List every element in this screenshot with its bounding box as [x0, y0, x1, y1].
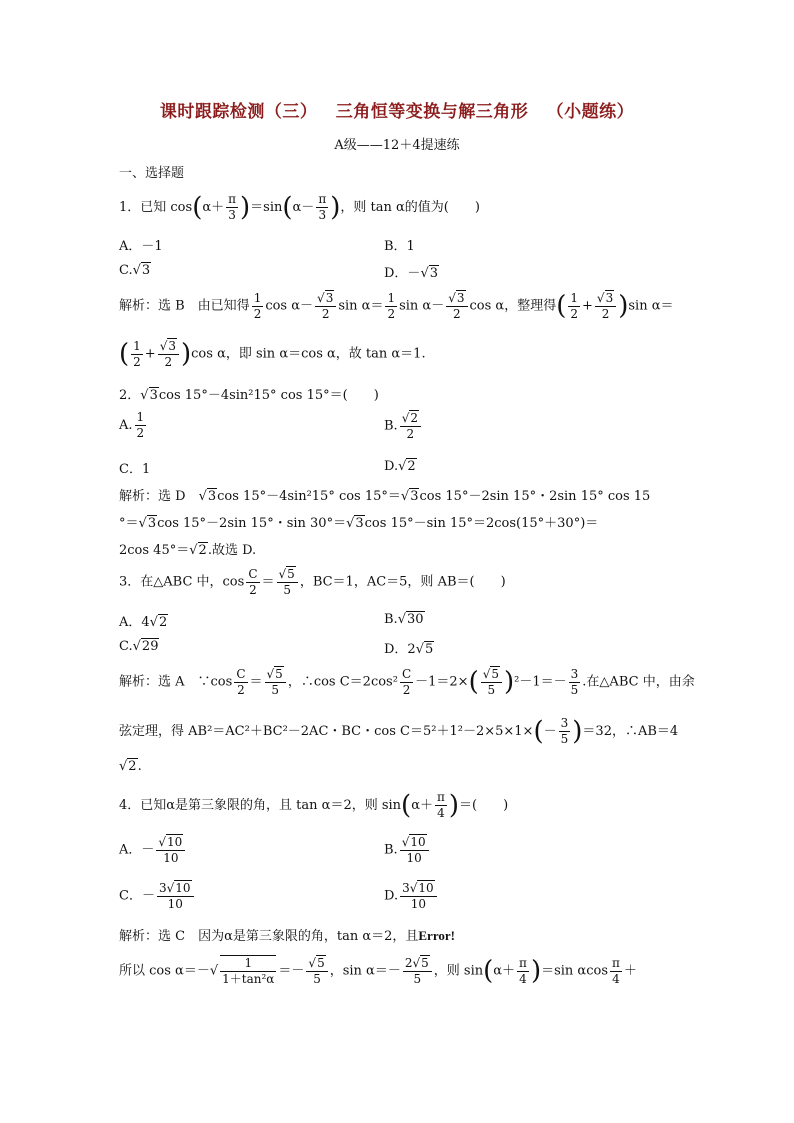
q3-option-b: B.√30 — [384, 612, 424, 627]
q4-option-d: D. $\frac{3√10}{10}$ — [384, 880, 439, 912]
page-subtitle: A级——12＋4提速练 — [334, 138, 460, 153]
q3-option-c: C.√29 — [119, 639, 159, 654]
q4-option-b: B. $\frac{√10}{10}$ — [384, 834, 431, 866]
title-part-2: 三角恒等变换与解三角形 — [335, 102, 529, 122]
q2-option-d: D.√2 — [384, 459, 416, 474]
q1-solution-line-2: ( $\frac{1}{2}$ + $\frac{√3}{2}$ )cos α，即 sin α＝cos α，故 tan α＝1. — [119, 338, 426, 369]
q3-option-a: A．4√2 — [119, 615, 168, 630]
q3-solution-line-2: 弦定理，得 AB²＝AC²＋BC²－2AC・BC・cos C＝5²＋1²－2×5×1×(－ $\frac{3}{5}$ )＝32，∴AB＝4 — [119, 716, 679, 747]
section-heading: 一、选择题 — [119, 166, 185, 181]
page-title — [0, 97, 794, 122]
q3-option-d: D．2√5 — [384, 642, 434, 657]
q2-option-b: B. $\frac{√2}{2}$ — [384, 410, 423, 442]
title-part-1: 课时跟踪检测（三） — [159, 102, 318, 122]
q4-option-c: C．－ $\frac{3√10}{10}$ — [119, 880, 196, 912]
q3-solution-line-3: √2. — [119, 759, 142, 774]
q1-option-b: B．1 — [384, 239, 415, 254]
question-1-stem: 1．已知 cos(α＋ $\frac{\pi}{3}$ )＝sin(α－ $\frac{\pi}{3}$ )，则 tan α的值为( ) — [119, 192, 480, 223]
q3-solution-line-1: 解析：选 A ∵cos $\frac{C}{2}$ ＝ $\frac{√5}{5}$ ，∴cos C＝2cos² $\frac{C}{2}$ －1＝2×( $\frac{√5}{5}$ )²－1＝－ $\frac{3}{5}$ .在△ABC 中，由余 — [119, 666, 695, 697]
q1-option-c: C.√3 — [119, 263, 151, 278]
question-2-stem: 2．√3cos 15°－4sin²15° cos 15°＝( ) — [119, 388, 379, 403]
q2-solution-line-3: 2cos 45°＝√2.故选 D. — [119, 543, 257, 558]
question-4-stem: 4．已知α是第三象限的角，且 tan α＝2，则 sin(α＋ $\frac{\pi}{4}$ )＝( ) — [119, 790, 509, 821]
question-3-stem: 3．在△ABC 中，cos $\frac{C}{2}$ ＝ $\frac{√5}{5}$ ，BC＝1，AC＝5，则 AB＝( ) — [119, 566, 506, 597]
q2-solution-line-1: 解析：选 D √3cos 15°－4sin²15° cos 15°＝√3cos 15°－2sin 15°・2sin 15° cos 15 — [119, 489, 651, 504]
q1-option-d: D．－√3 — [384, 266, 439, 281]
q4-option-a: A．－ $\frac{√10}{10}$ — [119, 834, 187, 866]
title-part-3: （小题练） — [546, 102, 635, 122]
q4-solution-line-2: 所以 cos α＝－√ $\frac{1}{\text{1＋tan²α}}$ ＝－ $\frac{√5}{5}$ ，sin α＝－ $\frac{2√5}{5}$ ，则 sin(α＋ $\frac{\pi}{4}$ )＝sin αcos $\frac{\pi}{4}$ ＋ — [119, 955, 637, 986]
error-text: Error! — [418, 928, 455, 943]
q2-option-c: C．1 — [119, 462, 151, 477]
q4-solution-line-1: 解析：选 C 因为α是第三象限的角，tan α＝2，且Error! — [119, 928, 455, 944]
q2-solution-line-2: °＝√3cos 15°－2sin 15°・sin 30°＝√3cos 15°－sin 15°＝2cos(15°＋30°)＝ — [119, 516, 599, 531]
q1-option-a: A．－1 — [119, 239, 163, 254]
q1-solution-line-1: 解析：选 B 由已知得 $\frac{1}{2}$ cos α－ $\frac{√3}{2}$ sin α＝ $\frac{1}{2}$ sin α－ $\frac{√3}{2}$ cos α，整理得( $\frac{1}{2}$ + $\frac{√3}{2}$ )sin α＝ — [119, 290, 674, 321]
q2-option-a: A. $\frac{1}{2}$ — [119, 410, 145, 440]
